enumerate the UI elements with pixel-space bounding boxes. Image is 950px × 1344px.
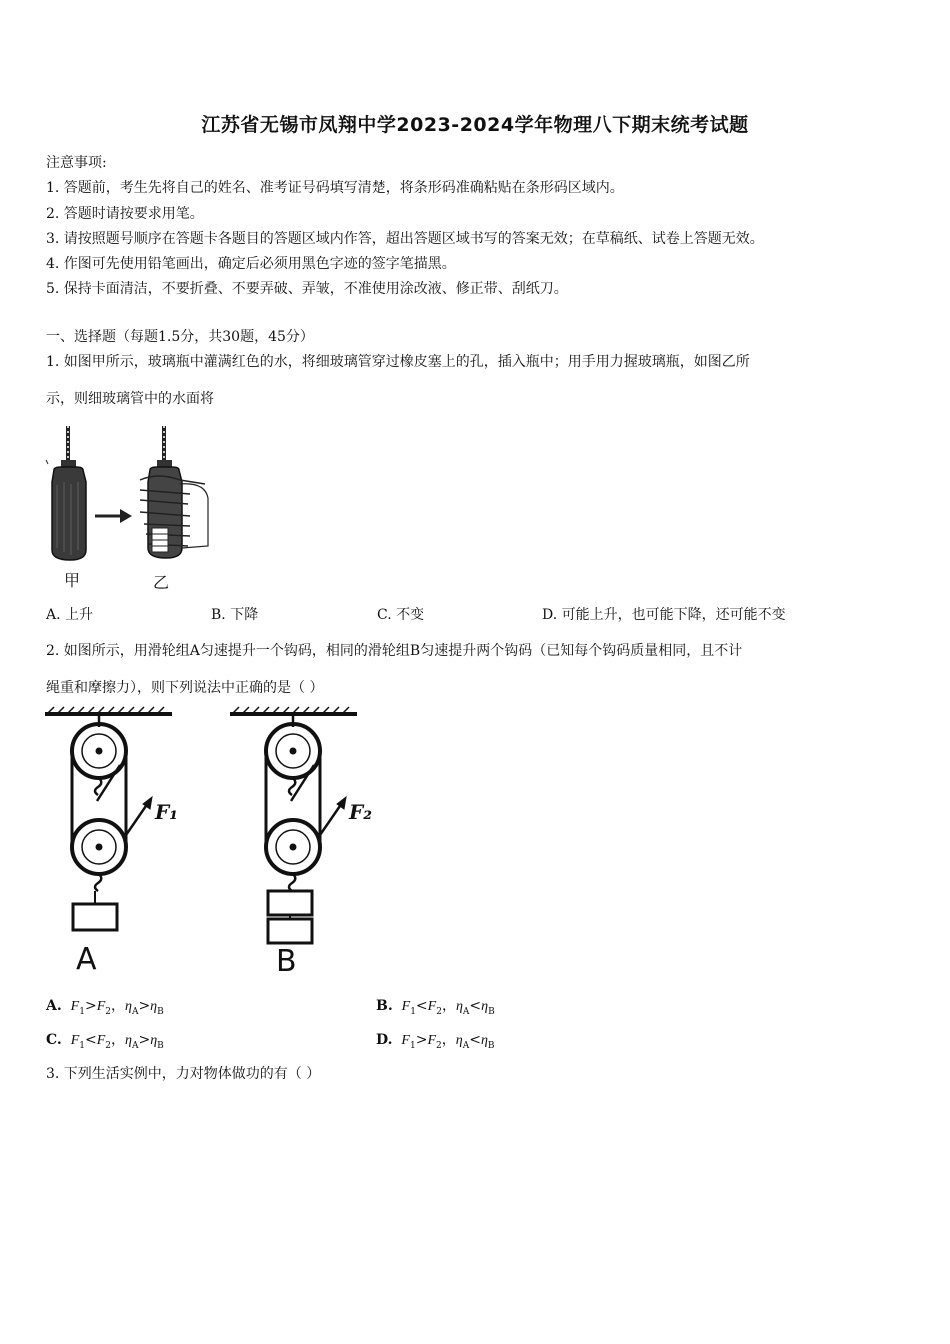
bottle-jia-drawing: [46, 426, 86, 560]
note-item: 4. 作图可先使用铅笔画出，确定后必须用黑色字迹的签字笔描黑。: [46, 256, 456, 272]
page-title: 江苏省无锡市凤翔中学2023-2024学年物理八下期末统考试题: [201, 114, 749, 136]
option-a[interactable]: A. 上升: [46, 607, 94, 623]
question-1-text-cont: 示，则细玻璃管中的水面将: [46, 391, 214, 407]
figure-label-a: A: [76, 942, 97, 977]
bottle-yi-drawing: [140, 426, 208, 558]
notes-heading: 注意事项:: [46, 155, 107, 171]
force-label-f1: F₁: [155, 800, 178, 824]
question-2-text-cont: 绳重和摩擦力），则下列说法中正确的是（ ）: [46, 680, 324, 696]
note-item: 3. 请按照题号顺序在答题卡各题目的答题区域内作答，超出答题区域书写的答案无效；在草稿纸、试卷上答题无效。: [46, 231, 764, 247]
pulley-system-b: [230, 707, 357, 943]
option-c[interactable]: C. 不变: [377, 607, 425, 623]
section-heading: 一、选择题（每题1.5分，共30题，45分）: [46, 329, 314, 345]
option-d[interactable]: D. $F_1>F_2$，$\eta_A<\eta_B$: [376, 1032, 495, 1051]
figure-label-jia: 甲: [64, 571, 81, 590]
note-item: 1. 答题前，考生先将自己的姓名、准考证号码填写清楚，将条形码准确粘贴在条形码区域内。: [46, 180, 624, 196]
option-b[interactable]: B. 下降: [211, 607, 259, 623]
figure-label-yi: 乙: [153, 573, 170, 592]
note-item: 5. 保持卡面清洁，不要折叠、不要弄破、弄皱，不准使用涂改液、修正带、刮纸刀。: [46, 281, 568, 297]
force-label-f2: F₂: [349, 800, 372, 824]
pulley-system-a: [45, 707, 172, 930]
option-c[interactable]: C. $F_1<F_2$，$\eta_A>\eta_B$: [46, 1032, 164, 1051]
question-3-text: 3. 下列生活实例中，力对物体做功的有（ ）: [46, 1066, 321, 1082]
arrow-icon: [95, 509, 132, 523]
option-a[interactable]: A. $F_1>F_2$，$\eta_A>\eta_B$: [46, 998, 164, 1017]
note-item: 2. 答题时请按要求用笔。: [46, 206, 204, 222]
question-1-text: 1. 如图甲所示，玻璃瓶中灌满红色的水，将细玻璃管穿过橡皮塞上的孔，插入瓶中；用手用力握玻璃瓶，如图乙所: [46, 354, 750, 370]
question-2-text: 2. 如图所示，用滑轮组A匀速提升一个钩码，相同的滑轮组B匀速提升两个钩码（已知每个钩码质量相同，且不计: [46, 643, 743, 659]
figure-label-b: B: [276, 944, 297, 979]
option-b[interactable]: B. $F_1<F_2$，$\eta_A<\eta_B$: [376, 998, 495, 1017]
option-d[interactable]: D. 可能上升，也可能下降，还可能不变: [542, 607, 786, 623]
